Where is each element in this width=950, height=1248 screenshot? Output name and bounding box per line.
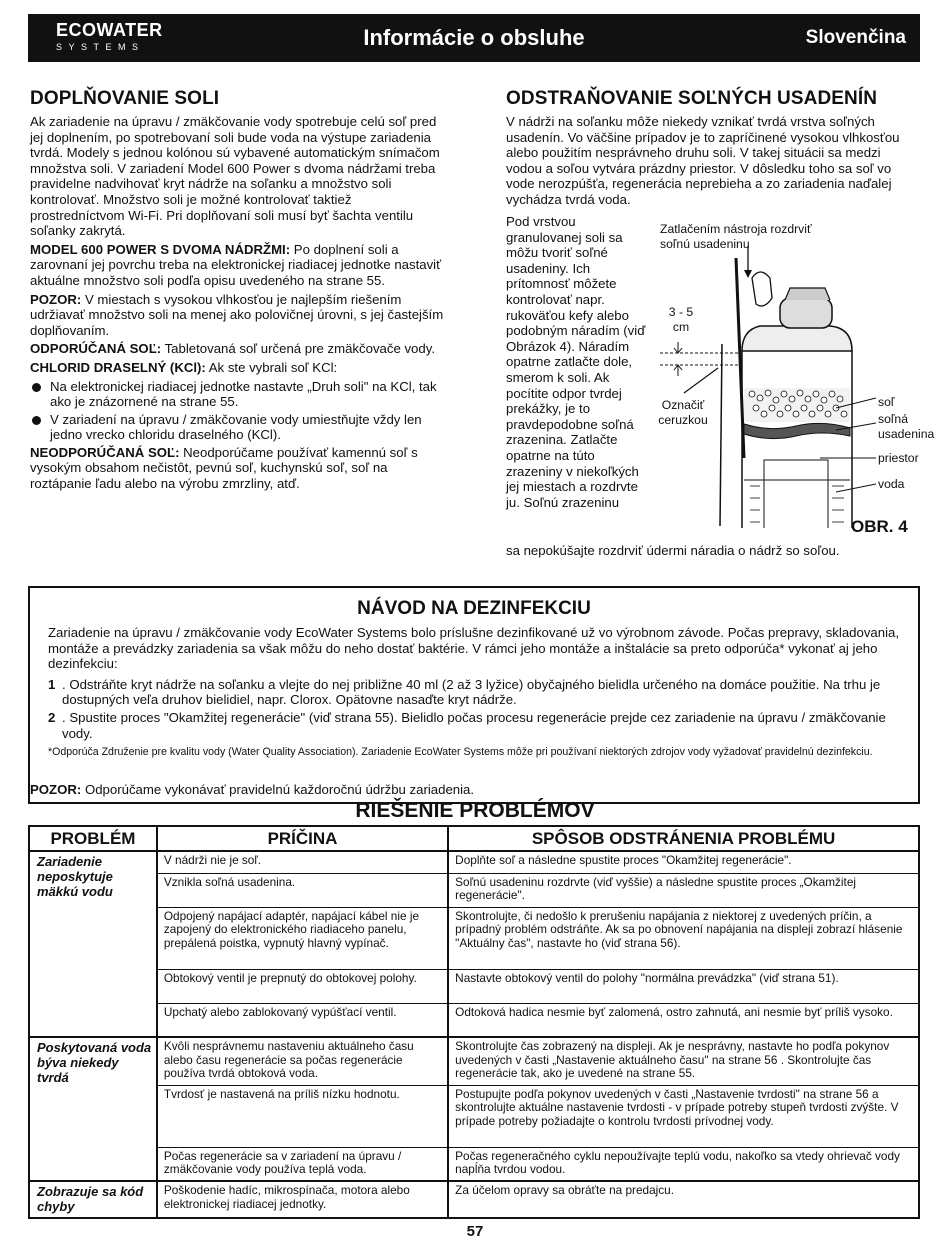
list-item: V zariadení na úpravu / zmäkčovanie vody umiestňujte vždy len jedno vrecko chloridu draselného (KCl). [30, 412, 448, 443]
logo-subtitle: SYSTEMS [56, 42, 145, 52]
model-note: MODEL 600 POWER S DVOMA NÁDRŽMI: Po doplnení soli a zarovnaní jej povrchu treba na elektronickej riadiacej jednotke nastaviť aktuálne množstvo soli podľa opisu uvedeného na strane 55. [30, 241, 442, 288]
table-row [29, 907, 919, 969]
list-item: Na elektronickej riadiacej jednotke nastavte „Druh soli" na KCl, tak ako je znázornené na strane 55. [30, 379, 448, 410]
disinfection-step: 2 . Spustite proces "Okamžitej regenerácie" (viď strana 55). Bielidlo počas procesu regenerácie prejde cez zariadenie na úpravu / zmäkčovanie vody. [48, 709, 886, 741]
cause-cell: Poškodenie hadíc, mikrospínača, motora alebo elektronickej riadiacej jednotky. [157, 1181, 448, 1218]
page-number: 57 [466, 1223, 484, 1240]
mark-pointer [684, 368, 718, 393]
figure-caption: OBR. 4 [851, 517, 908, 536]
table-row [29, 1181, 919, 1218]
logo-wordmark: ECOWATER [56, 20, 163, 40]
problem-cell: Zobrazuje sa kód chyby [29, 1181, 157, 1218]
push-arrowhead [744, 270, 752, 278]
table-row [29, 1003, 919, 1037]
table-row [29, 969, 919, 1003]
figure-label-space: priestor [878, 451, 919, 465]
salt-bridge-side-text: Pod vrstvou granulovanej soli sa môžu tvoriť soľné usadeniny. Ich prítomnosť môžete kontrolovať napr. rukoväťou kefy alebo podobným náradím (viď Obrázok 4). Náradím opatrne zatlačte dole, smerom k soli. Ak pocítite odpor tvrdej prekážky, je to pravdepodobne soľná zrazenina. Zatlačte opatrne na túto zrazeniny v niekoľkých jej miestach a rozdrvte ju. Soľnú zrazeninu [506, 214, 646, 510]
disinfection-intro: Zariadenie na úpravu / zmäkčovanie vody EcoWater Systems bolo príslušne dezinfikované už vo výrobnom závode. Počas prepravy, skladovania, montáže a prevádzky zariadenia sa však môžu do neho dostať baktérie. V rámci jeho montáže a inštalácie sa preto odporúča* vykonať aj jeho dezinfekciu: [48, 625, 900, 672]
caution-note: POZOR: V miestach s vysokou vlhkosťou je najlepším riešením udržiavať množstvo soli na menej ako polovičnej úrovni, s jej častejším doplňovaním. [30, 291, 444, 338]
recommended-salt-note: ODPORÚČANÁ SOĽ: Tabletovaná soľ určená pre zmäkčovače vody. [30, 341, 436, 357]
problem-cell: Poskytovaná voda býva niekedy tvrdá [29, 1037, 157, 1181]
salt-bridge-illustration [640, 218, 880, 528]
brine-tank-outline [742, 351, 852, 528]
kcl-bullet-list [30, 379, 448, 443]
cause-cell: Počas regenerácie sa v zariadení na úpravu / zmäkčovanie vody používa teplá voda. [157, 1147, 448, 1181]
maintenance-note: POZOR: Odporúčame vykonávať pravidelnú každoročnú údržbu zariadenia. [30, 782, 475, 797]
valve-cap [785, 288, 830, 300]
table-header-row [29, 826, 919, 851]
salt-refill-heading: DOPLŇOVANIE SOLI [30, 88, 220, 109]
cause-cell: Obtokový ventil je prepnutý do obtokovej polohy. [157, 969, 448, 1003]
solution-cell: Doplňte soľ a následne spustite proces "Okamžitej regenerácie". [448, 851, 919, 873]
page-header [28, 14, 920, 62]
cause-cell: Upchatý alebo zablokovaný vypúšťací ventil. [157, 1003, 448, 1037]
salt-bridge-tail-text: sa nepokúšajte rozdrviť údermi náradia o nádrž so soľou. [506, 543, 840, 558]
figure-label-mark: Označiť ceruzkou [658, 398, 708, 427]
figure-label-water: voda [878, 477, 905, 491]
disinfection-heading: NÁVOD NA DEZINFEKCIU [357, 598, 591, 619]
cause-cell: V nádrži nie je soľ. [157, 851, 448, 873]
troubleshooting-table [28, 825, 920, 1219]
salt-refill-body [30, 114, 448, 495]
column-header-solution: SPÔSOB ODSTRÁNENIA PROBLÉMU [448, 826, 919, 851]
table-row [29, 873, 919, 907]
problem-cell: Zariadenie neposkytuje mäkkú vodu [29, 851, 157, 1037]
column-header-cause: PRÍČINA [157, 826, 448, 851]
control-valve [780, 298, 832, 328]
measuring-stick [720, 344, 722, 526]
cause-cell: Tvrdosť je nastavená na príliš nízku hodnotu. [157, 1085, 448, 1147]
cause-cell: Vznikla soľná usadenina. [157, 873, 448, 907]
table-row [29, 1147, 919, 1181]
cause-cell: Kvôli nesprávnemu nastaveniu aktuálneho času alebo času regenerácie sa počas regenerácie používa tvrdá obtoková voda. [157, 1037, 448, 1085]
page-title: Informácie o obsluhe [363, 25, 585, 50]
solution-cell: Za účelom opravy sa obráťte na predajcu. [448, 1181, 919, 1218]
depth-arrows [674, 342, 682, 376]
figure-label-depth: 3 - 5 cm [668, 305, 694, 334]
table-row [29, 851, 919, 873]
kcl-note: CHLORID DRASELNÝ (KCl): Ak ste vybrali soľ KCl: [30, 359, 338, 375]
figure-label-salt: soľ [878, 395, 895, 409]
solution-cell: Počas regeneračného cyklu nepoužívajte teplú vodu, nakoľko sa vtedy ohrievač vody napĺňa tvrdou vodou. [448, 1147, 919, 1181]
solution-cell: Nastavte obtokový ventil do polohy "normálna prevádzka" (viď strana 51). [448, 969, 919, 1003]
salt-bridge-heading: ODSTRAŇOVANIE SOĽNÝCH USADENÍN [506, 88, 878, 109]
salt-bridge-intro: V nádrži na soľanku môže niekedy vznikať tvrdá vrstva soľných usadenín. Vo väčšine prípadov je to zapríčinené vysokou vlhkosťou alebo použitím nesprávneho druhu soli. V takej situácii sa medzi vodou a soľou vytvára prázdny priestor. V dôsledku toho sa soľ vo vode nerozpúšťa, regenerácia neprebieha a zo zariadenia naďalej vychádza tvrdá voda. [506, 114, 900, 207]
disinfection-body [48, 625, 900, 759]
figure-label-push: Zatlačením nástroja rozdrviť soľnú usadeninu [660, 222, 812, 251]
cause-cell: Odpojený napájací adaptér, napájací kábel nie je zapojený do elektronického riadiaceho panelu, prepálená poistka, vypnutý hlavný vypínač. [157, 907, 448, 969]
disinfection-step: 1 . Odstráňte kryt nádrže na soľanku a vlejte do nej približne 40 ml (2 až 3 lyžice) obyčajného bielidla určeného na domáce použitie. Na trhu je dostupných veľa druhov bielidiel, napr. Clorox. Opätovne nasaďte kryt nádrže. [48, 676, 881, 708]
column-header-problem: PROBLÉM [29, 826, 157, 851]
tank-head [742, 326, 852, 351]
figure-label-bridge: soľná usadenina [878, 412, 935, 441]
solution-cell: Postupujte podľa pokynov uvedených v časti „Nastavenie tvrdosti" na strane 56 a skontrolujte aktuálne nastavenie tvrdosti - v prípade potreby stupeň tvrdosti zvýšte. V prípade potreby požiadajte o kontrolu tvrdosti prívodnej vody. [448, 1085, 919, 1147]
hand-shape [752, 272, 772, 306]
solution-cell: Odtoková hadica nesmie byť zalomená, ostro zahnutá, ani nesmie byť príliš vysoko. [448, 1003, 919, 1037]
language-label: Slovenčina [805, 27, 906, 48]
not-recommended-salt-note: NEODPORÚČANÁ SOĽ: Neodporúčame používať kamennú soľ s vysokým obsahom nečistôt, pevnú soľ, kuchynskú soľ, soľ na roztápanie ľadu alebo na výrobu zmrzliny, atď. [30, 444, 418, 492]
solution-cell: Soľnú usadeninu rozdrvte (viď vyššie) a následne spustite proces „Okamžitej regenerácie". [448, 873, 919, 907]
solution-cell: Skontrolujte čas zobrazený na displeji. Ak je nesprávny, nastavte ho podľa pokynov uvedených v časti „Nastavenie aktuálneho času" na strane 56 . Skontrolujte čas regenerácie tak, ako je uvedené na strane 55. [448, 1037, 919, 1085]
troubleshooting-title: RIEŠENIE PROBLÉMOV [355, 799, 595, 822]
salt-refill-intro: Ak zariadenie na úpravu / zmäkčovanie vody spotrebuje celú soľ pred jej doplnením, po spotrebovaní soli bude voda na výstupe zariadenia tvrdá. Modely s jednou kolónou sú vybavené automatickým snímačom množstva soli. V zariadení Model 600 Power s dvoma nádržami treba pravidelne nadvihovať kryt nádrže na soľanku a množstvo soli kontrolovať. Množstvo soli je možné kontrolovať taktiež prostredníctvom Wi-Fi. Pri doplňovaní soli musí byť šachta ventilu soľanky zakrytá. [30, 114, 440, 239]
disinfection-box [28, 586, 920, 804]
table-row [29, 1085, 919, 1147]
disinfection-footnote: *Odporúča Združenie pre kvalitu vody (Water Quality Association). Zariadenie EcoWater Systems môže pri používaní niektorých zdrojov vody vyžadovať pravidelnú dezinfekciu. [48, 746, 873, 759]
table-row [29, 1037, 919, 1085]
solution-cell: Skontrolujte, či nedošlo k prerušeniu napájania z niektorej z uvedených príčin, a prípadný problém odstráňte. Ak sa po obnovení napájania na displeji zobrazí hlásenie "Aktuálny čas", nastavte ho (viď strana 56). [448, 907, 919, 969]
